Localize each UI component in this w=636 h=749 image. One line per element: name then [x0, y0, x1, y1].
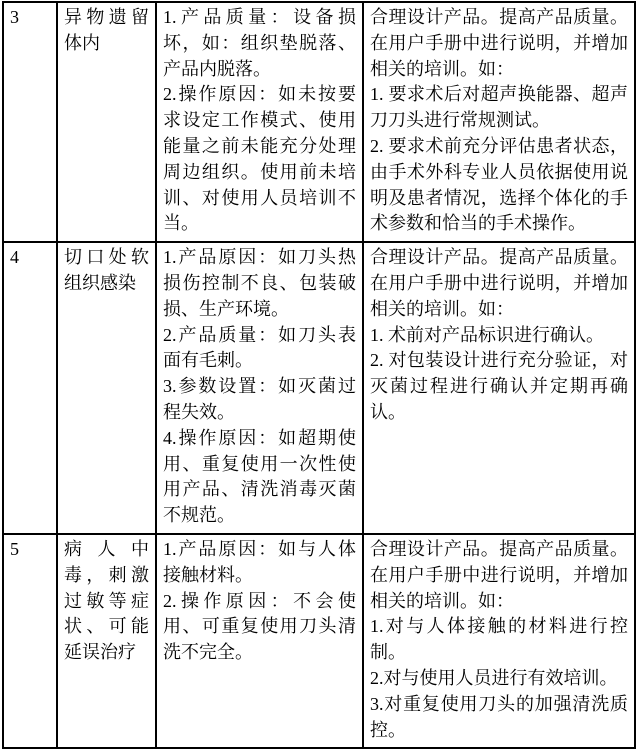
row-number: 4	[10, 247, 19, 268]
hazard-text: 异物遗留体内	[64, 7, 149, 53]
hazard-text: 切口处软组织感染	[64, 247, 149, 293]
row-number: 5	[10, 538, 19, 559]
measure-paragraph: 1.对与人体接触的材料进行控制。	[370, 616, 628, 663]
table-row	[3, 2, 635, 242]
causes-cell	[156, 534, 363, 748]
cause-paragraph: 4.操作原因：如超期使用、重复使用一次性使用产品、清洗消毒灭菌不规范。	[163, 427, 356, 526]
measure-paragraph: 合理设计产品。提高产品质量。在用户手册中进行说明，并增加相关的培训。如：	[370, 7, 628, 79]
cause-paragraph: 2.操作原因：如未按要求设定工作模式、使用能量之前未能充分处理周边组织。使用前未培训、对使用人员培训不当。	[163, 84, 356, 234]
measure-paragraph: 1. 术前对产品标识进行确认。	[370, 324, 604, 345]
cause-paragraph: 2.产品质量：如刀头表面有毛刺。	[163, 324, 356, 371]
table-row	[3, 534, 635, 748]
measure-paragraph: 2. 对包装设计进行充分验证，对灭菌过程进行确认并定期再确认。	[370, 350, 628, 422]
cause-paragraph: 1.产品质量：设备损坏，如：组织垫脱落、产品内脱落。	[163, 7, 356, 79]
risk-table-body	[3, 2, 635, 748]
cause-paragraph: 1.产品原因：如与人体接触材料。	[163, 538, 356, 585]
measure-paragraph: 2.对与使用人员进行有效培训。	[370, 667, 618, 688]
cause-paragraph: 2.操作原因：不会使用、可重复使用刀头清洗不完全。	[163, 590, 356, 663]
row-number: 3	[10, 7, 19, 27]
measure-paragraph: 合理设计产品。提高产品质量。在用户手册中进行说明，并增加相关的培训。如：	[370, 538, 628, 611]
hazard-cell	[57, 534, 156, 748]
cause-paragraph: 1.产品原因：如刀头热损伤控制不良、包装破损、生产环境。	[163, 247, 356, 319]
row-number-cell	[3, 534, 57, 748]
hazard-cell	[57, 2, 156, 242]
measures-cell	[363, 534, 635, 748]
hazard-text: 病人中毒，刺激过敏等症状、可能延误治疗	[64, 538, 149, 663]
cause-paragraph: 3.参数设置：如灭菌过程失效。	[163, 376, 356, 422]
row-number-cell	[3, 2, 57, 242]
row-number-cell	[3, 242, 57, 534]
measure-paragraph: 1. 要求术后对超声换能器、超声刀刀头进行常规测试。	[370, 84, 628, 131]
hazard-cell	[57, 242, 156, 534]
measure-paragraph: 合理设计产品。提高产品质量。在用户手册中进行说明，并增加相关的培训。如：	[370, 247, 628, 319]
measures-cell	[363, 242, 635, 534]
table-row	[3, 242, 635, 534]
measure-paragraph: 2. 要求术前充分评估患者状态，由手术外科专业人员依据使用说明及患者情况，选择个体化的手术参数和恰当的手术操作。	[370, 135, 628, 234]
causes-cell	[156, 2, 363, 242]
risk-analysis-table	[2, 1, 636, 749]
measure-paragraph: 3.对重复使用刀头的加强清洗质控。	[370, 693, 628, 740]
measures-cell	[363, 2, 635, 242]
causes-cell	[156, 242, 363, 534]
